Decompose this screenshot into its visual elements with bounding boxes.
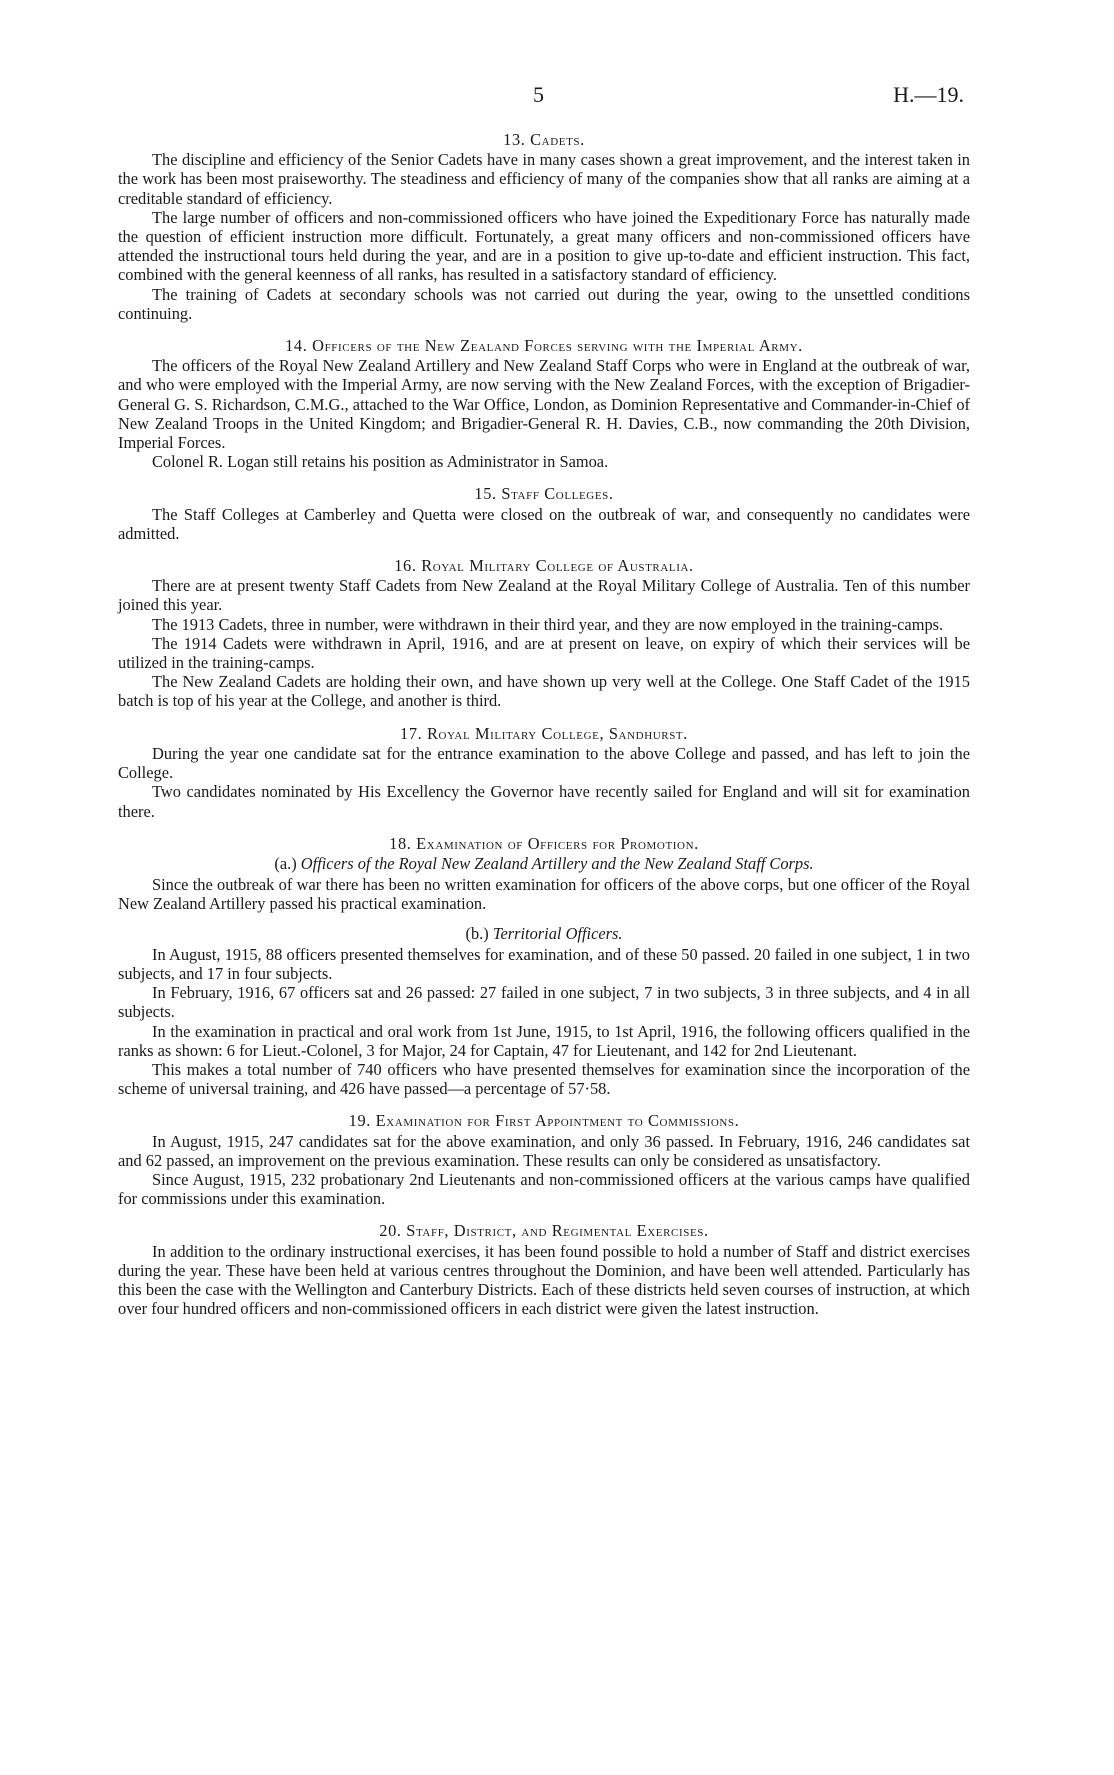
paragraph: During the year one candidate sat for the entrance examination to the above College and passed, and has left to join the College. [118,743,970,783]
section-staff-district-exercises [118,1221,970,1318]
section-heading: 19. Examination for First Appointment to Commissions. [348,1111,740,1131]
section-heading: 18. Examination of Officers for Promotion. [389,833,699,853]
paragraph: In addition to the ordinary instructional exercises, it has been found possible to hold a number of Staff and district exercises during the year. These have been held at various centres throughout the Dominion, and have been well attended. Particularly has this been the case with the Wellington and Canterbury Districts. Each of these districts held seven courses of instruction, at which over four hundred officers and non-commissioned officers in each district were given the latest instruction. [118,1241,970,1319]
subsection-heading [118,854,970,873]
document-reference: H.—19. [893,82,964,107]
paragraph: In February, 1916, 67 officers sat and 26 passed: 27 failed in one subject, 7 in two subjects, 3 in three subjects, and 4 in all subjects. [118,983,970,1022]
subsection-label: (b.) [465,923,489,943]
section-examination-promotion [118,834,970,1099]
paragraph: The Staff Colleges at Camberley and Quetta were closed on the outbreak of war, and consequently no candidates were admitted. [118,504,970,543]
document-body [118,130,970,1331]
section-heading: 16. Royal Military College of Australia. [394,556,694,576]
paragraph: The large number of officers and non-commissioned officers who have joined the Expeditionary Force has naturally made the question of efficient instruction more difficult. Fortunately, a great many officers and non-commissioned officers have attended the instructional tours held during the year, and are in a position to give up-to-date and efficient instruction. This fact, combined with the general keenness of all ranks, has resulted in a satisfactory standard of efficiency. [118,207,970,285]
page-number: 5 [533,82,544,107]
paragraph: The officers of the Royal New Zealand Artillery and New Zealand Staff Corps who were in England at the outbreak of war, and who were employed with the Imperial Army, are now serving with the New Zealand Forces, with the exception of Brigadier-General G. S. Richardson, C.M.G., attached to the War Office, London, as Dominion Representative and Commander-in-Chief of New Zealand Troops in the United Kingdom; and Brigadier-General R. H. Davies, C.B., now commanding the 20th Division, Imperial Forces. [118,356,970,453]
paragraph: The training of Cadets at secondary schools was not carried out during the year, owing to the unsettled conditions continuing. [118,284,970,323]
paragraph: The New Zealand Cadets are holding their own, and have shown up very well at the College. One Staff Cadet of the 1915 batch is top of his year at the College, and another is third. [118,672,970,711]
subsection-title: Territorial Officers. [492,923,623,943]
paragraph: In August, 1915, 88 officers presented themselves for examination, and of these 50 passed. 20 failed in one subject, 1 in two subjects, and 17 in four subjects. [118,944,970,983]
section-officers-imperial-army [118,336,970,471]
section-sandhurst [118,724,970,821]
paragraph: Since August, 1915, 232 probationary 2nd Lieutenants and non-commissioned officers at the various camps have qualified for commissions under this examination. [118,1169,970,1209]
paragraph: The discipline and efficiency of the Senior Cadets have in many cases shown a great improvement, and the interest taken in the work has been most praiseworthy. The steadiness and efficiency of many of the companies show that all ranks are aiming at a creditable standard of efficiency. [118,150,970,208]
section-staff-colleges [118,484,970,543]
section-heading: 14. Officers of the New Zealand Forces serving with the Imperial Army. [285,336,803,356]
section-royal-military-college-australia [118,556,970,711]
paragraph: This makes a total number of 740 officers who have presented themselves for examination since the incorporation of the scheme of universal training, and 426 have passed—a percentage of 57·58. [118,1059,970,1099]
subsection-label: (a.) [274,853,297,873]
section-heading: 13. Cadets. [503,130,585,149]
section-cadets [118,130,970,323]
section-heading: 17. Royal Military College, Sandhurst. [400,723,688,743]
section-first-appointment [118,1111,970,1208]
paragraph: The 1913 Cadets, three in number, were withdrawn in their third year, and they are now employed in the training-camps. [152,614,944,634]
page-header [0,82,1114,112]
section-heading: 20. Staff, District, and Regimental Exercises. [379,1221,709,1241]
subsection-heading [118,924,970,943]
paragraph: Since the outbreak of war there has been no written examination for officers of the above corps, but one officer of the Royal New Zealand Artillery passed his practical examination. [118,875,970,914]
section-heading: 15. Staff Colleges. [474,484,614,504]
paragraph: Two candidates nominated by His Excellency the Governor have recently sailed for England and will sit for examination there. [118,782,970,821]
paragraph: In August, 1915, 247 candidates sat for the above examination, and only 36 passed. In February, 1916, 246 candidates sat and 62 passed, an improvement on the previous examination. These results can only be considered as unsatisfactory. [118,1131,970,1170]
paragraph: There are at present twenty Staff Cadets from New Zealand at the Royal Military College of Australia. Ten of this number joined this year. [118,576,970,615]
paragraph: The 1914 Cadets were withdrawn in April, 1916, and are at present on leave, on expiry of which their services will be utilized in the training-camps. [118,633,970,673]
subsection-title: Officers of the Royal New Zealand Artillery and the New Zealand Staff Corps. [300,853,814,873]
paragraph: Colonel R. Logan still retains his position as Administrator in Samoa. [152,452,609,472]
paragraph: In the examination in practical and oral work from 1st June, 1915, to 1st April, 1916, the following officers qualified in the ranks as shown: 6 for Lieut.-Colonel, 3 for Major, 24 for Captain, 47 for Lieutenant, and 142 for 2nd Lieutenant. [118,1021,970,1060]
